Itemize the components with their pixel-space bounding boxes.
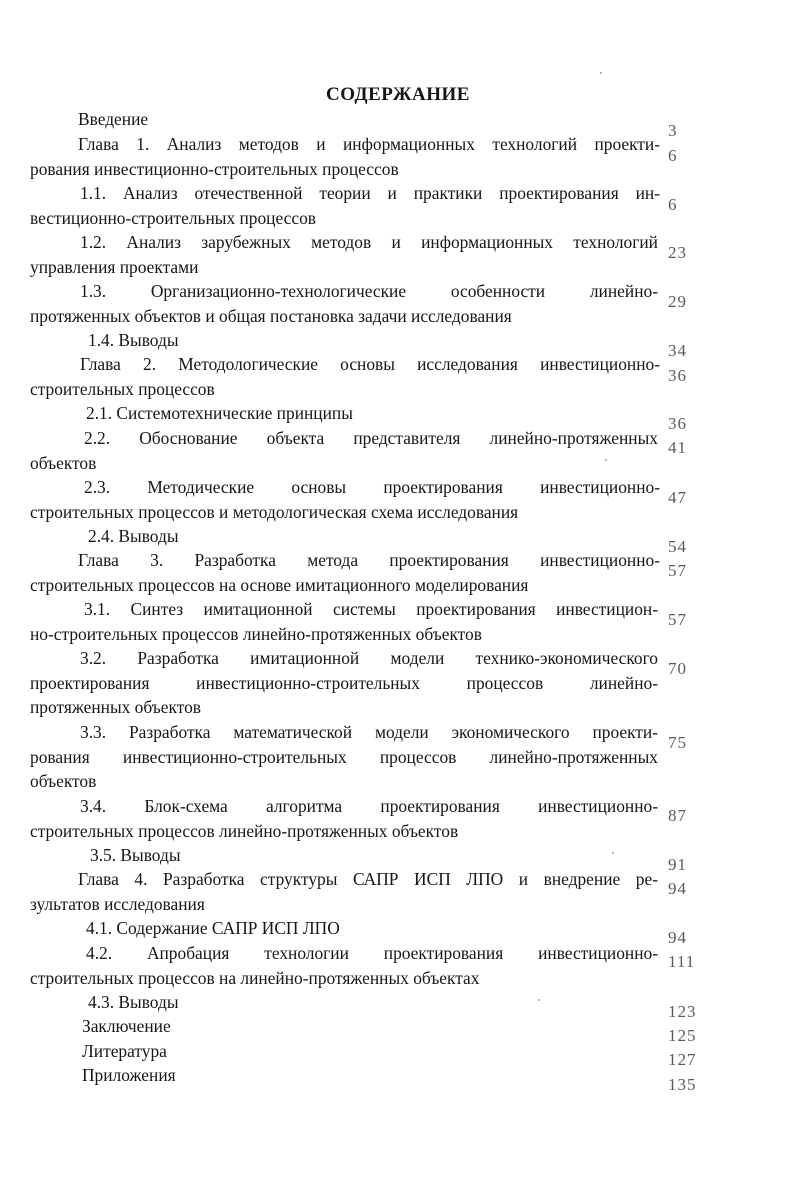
scan-speck bbox=[612, 852, 614, 854]
scan-speck bbox=[538, 999, 540, 1001]
toc-line: 3.3. Разработка математической модели экономического проекти- bbox=[80, 722, 658, 742]
page-number: 47 bbox=[668, 488, 687, 507]
toc-line: строительных процессов на линейно-протяженных объектах bbox=[30, 967, 480, 988]
toc-line: строительных процессов линейно-протяженных объектов bbox=[30, 820, 459, 841]
page-number: 29 bbox=[668, 292, 687, 311]
toc-line: объектов bbox=[30, 452, 97, 473]
toc-entry-appendices bbox=[82, 1063, 664, 1088]
page-number: 36 bbox=[668, 414, 687, 433]
page-number: 91 bbox=[668, 855, 687, 874]
toc-line: Глава 1. Анализ методов и информационных технологий проекти- bbox=[78, 134, 660, 154]
toc-line: рования инвестиционно-строительных процессов bbox=[30, 158, 399, 179]
toc-line: Заключение bbox=[82, 1016, 171, 1036]
toc-line: рования инвестиционно-строительных процессов линейно-протяженных bbox=[30, 746, 658, 767]
toc-line: 2.1. Системотехнические принципы bbox=[86, 403, 353, 423]
page-number: 135 bbox=[668, 1075, 697, 1094]
toc-line: Глава 2. Методологические основы исследования инвестиционно- bbox=[80, 354, 660, 374]
toc-line: 1.1. Анализ отечественной теории и практики проектирования ин- bbox=[80, 183, 660, 203]
page-number: 34 bbox=[668, 341, 687, 360]
toc-entry-conclusion bbox=[82, 1014, 664, 1039]
page-number: 94 bbox=[668, 928, 687, 947]
toc-line: вестиционно-строительных процессов bbox=[30, 207, 316, 228]
toc-line: объектов bbox=[30, 771, 97, 791]
toc-line: проектирования инвестиционно-строительных процессов линейно- bbox=[30, 672, 658, 693]
toc-line: 2.3. Методические основы проектирования инвестиционно- bbox=[84, 477, 660, 497]
toc-line: 4.2. Апробация технологии проектирования инвестиционно- bbox=[86, 943, 658, 963]
page-number: 41 bbox=[668, 438, 687, 457]
toc-line: Введение bbox=[78, 109, 149, 129]
page-number: 23 bbox=[668, 243, 687, 262]
page-number: 54 bbox=[668, 537, 687, 556]
page-number: 3 bbox=[668, 121, 678, 140]
page-number: 36 bbox=[668, 366, 687, 385]
toc-line: зультатов исследования bbox=[30, 893, 205, 914]
toc-line: 1.2. Анализ зарубежных методов и информационных технологий bbox=[80, 232, 658, 252]
toc-line: строительных процессов на основе имитационного моделирования bbox=[30, 574, 529, 595]
toc-line: протяженных объектов и общая постановка задачи исследования bbox=[30, 305, 512, 326]
page-number: 6 bbox=[668, 195, 678, 214]
toc-entry-introduction bbox=[78, 107, 660, 132]
toc-entry-2-4 bbox=[88, 524, 670, 549]
page-number: 87 bbox=[668, 806, 687, 825]
toc-line: 2.4. Выводы bbox=[88, 526, 179, 546]
page-number: 57 bbox=[668, 561, 687, 580]
toc-entry-4-3 bbox=[88, 990, 670, 1015]
toc-line: 2.2. Обоснование объекта представителя линейно-протяженных bbox=[84, 428, 658, 448]
toc-entry-3-3 bbox=[0, 720, 796, 794]
toc-line: протяженных объектов bbox=[30, 697, 202, 717]
toc-entry-literature bbox=[82, 1039, 664, 1064]
scan-speck bbox=[600, 72, 602, 74]
toc-entry-3-5 bbox=[90, 843, 672, 868]
toc-line: 1.3. Организационно-технологические особенности линейно- bbox=[80, 281, 658, 301]
toc-line: 4.1. Содержание САПР ИСП ЛПО bbox=[86, 918, 340, 938]
toc-entry-2-1 bbox=[86, 401, 668, 426]
page-number: 123 bbox=[668, 1002, 697, 1021]
toc-line: строительных процессов bbox=[30, 378, 215, 399]
toc-title: СОДЕРЖАНИЕ bbox=[326, 84, 470, 105]
toc-line: 1.4. Выводы bbox=[88, 330, 179, 350]
page-number: 6 bbox=[668, 146, 678, 165]
toc-line: 3.5. Выводы bbox=[90, 845, 181, 865]
toc-line: но-строительных процессов линейно-протяженных объектов bbox=[30, 623, 482, 644]
toc-line: 3.1. Синтез имитационной системы проектирования инвестицион- bbox=[84, 599, 658, 619]
toc-line: 3.4. Блок-схема алгоритма проектирования инвестиционно- bbox=[80, 796, 658, 816]
toc-line: 3.2. Разработка имитационной модели технико-экономического bbox=[80, 648, 658, 668]
page-number: 57 bbox=[668, 610, 687, 629]
page-number: 127 bbox=[668, 1050, 697, 1069]
page-number: 111 bbox=[668, 952, 696, 971]
toc-entry-3-2 bbox=[0, 646, 796, 720]
toc-line: Глава 3. Разработка метода проектирования инвестиционно- bbox=[78, 550, 660, 570]
toc-entry-4-1 bbox=[86, 916, 668, 941]
toc-entry-1-4 bbox=[88, 328, 670, 353]
scan-speck bbox=[605, 459, 607, 461]
toc-line: управления проектами bbox=[30, 256, 199, 277]
page-number: 70 bbox=[668, 659, 687, 678]
toc-line: строительных процессов и методологическая схема исследования bbox=[30, 501, 519, 522]
page-number: 75 bbox=[668, 733, 687, 752]
toc-line: Глава 4. Разработка структуры САПР ИСП ЛПО и внедрение ре- bbox=[78, 869, 658, 889]
page-number: 125 bbox=[668, 1026, 697, 1045]
toc-line: Приложения bbox=[82, 1065, 176, 1085]
toc-line: Литература bbox=[82, 1041, 167, 1061]
toc-line: 4.3. Выводы bbox=[88, 992, 179, 1012]
page-number: 94 bbox=[668, 879, 687, 898]
